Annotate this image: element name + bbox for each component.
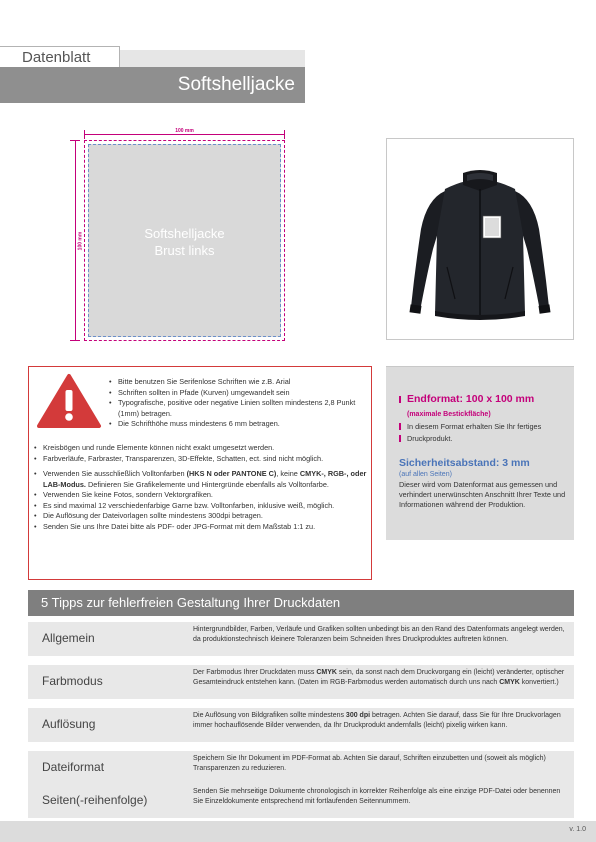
text-fragment-bold: CMYK — [499, 678, 520, 686]
width-dimension — [84, 130, 285, 138]
text-fragment-bold: (HKS N oder PANTONE C) — [186, 469, 277, 478]
jacket-illustration — [387, 139, 573, 339]
tip-row-dateiformat — [28, 751, 574, 785]
tip-label: Farbmodus — [42, 674, 103, 688]
endformat-sub-line — [399, 407, 569, 420]
warning-box — [28, 366, 372, 580]
list-item: • Die Auflösung der Dateivorlagen sollte mindestens 300dpi betragen. — [34, 511, 368, 522]
format-info-box — [386, 366, 574, 540]
safety-subtitle: (auf allen Seiten) — [399, 471, 452, 478]
endformat-text: In diesem Format erhalten Sie Ihr fertiges — [407, 422, 542, 431]
production-rules — [34, 443, 368, 537]
text-fragment: Der Farbmodus Ihrer Druckdaten muss — [193, 669, 317, 676]
endformat-text-line — [399, 432, 569, 444]
tip-text: Hintergrundbilder, Farben, Verläufe und Grafiken sollten unbedingt bis an den Rand des Datenformats angelegt werden, da produktionstechnisch kleinere Toleranzen beim Schneiden Ihres Druckproduktes auftreten können. — [193, 626, 565, 643]
font-rules-list — [109, 377, 359, 430]
tip-text — [193, 711, 568, 730]
height-label: 100 mm — [77, 231, 84, 250]
list-item: • Schriften sollten in Pfade (Kurven) umgewandelt sein — [109, 388, 359, 399]
text-fragment-bold: 300 dpi — [345, 712, 371, 719]
text-fragment: sein, da sonst nach dem Druckvorgang ein (leicht) veränderter, optischer Gesamteindruck entstehen kann. (Daten im RGB-Farbmodus werden automatisch durch uns nach — [193, 669, 565, 686]
list-item: • Es sind maximal 12 verschiedenfarbige Garne bzw. Volltonfarben, inklusive weiß, möglich. — [34, 501, 368, 512]
text-fragment: , keine — [276, 469, 300, 478]
header-bar — [0, 67, 305, 103]
list-item: • Die Schrifthöhe muss mindestens 6 mm betragen. — [109, 419, 359, 430]
template-area — [70, 130, 295, 345]
height-dimension — [70, 140, 84, 341]
shape-rules-list — [34, 443, 368, 464]
box-caption-line1: Softshelljacke — [144, 226, 225, 241]
tip-label: Auflösung — [42, 717, 96, 731]
tip-label: Dateiformat — [42, 760, 105, 774]
width-label: 100 mm — [172, 128, 197, 134]
list-item: • Typografische, positive oder negative Linien sollten mindestens 2,8 Punkt (1mm) betragen. — [109, 398, 359, 419]
tips-heading: 5 Tipps zur fehlerfreien Gestaltung Ihrer Druckdaten — [41, 595, 341, 610]
safety-details — [399, 470, 569, 510]
footer-bar — [0, 821, 596, 842]
endformat-title — [399, 393, 534, 405]
datenblatt-label: Datenblatt — [22, 49, 91, 66]
list-item: • Kreisbögen und runde Elemente können nicht exakt umgesetzt werden. — [34, 443, 368, 454]
tip-row-aufloesung — [28, 708, 574, 742]
list-item: • Senden Sie uns Ihre Datei bitte als PDF- oder JPG-Format mit dem Maßstab 1:1 zu. — [34, 522, 368, 533]
tip-label: Seiten(-reihenfolge) — [42, 793, 148, 807]
datenblatt-tab — [0, 46, 120, 68]
text-fragment: konvertiert.) — [519, 678, 559, 686]
text-fragment: Verwenden Sie ausschließlich Volltonfarben — [43, 469, 187, 478]
format-box — [84, 140, 285, 341]
tip-text: Senden Sie mehrseitige Dokumente chronologisch in korrekter Reihenfolge als eine einzige PDF-Datei oder benennen Sie Einzeldokumente entsprechend mit fortlaufenden Seitennummern. — [193, 788, 561, 805]
safety-title: Sicherheitsabstand: 3 mm — [399, 457, 530, 469]
text-fragment: Die Auflösung von Bildgrafiken sollte mindestens — [193, 712, 346, 719]
tip-row-farbmodus — [28, 665, 574, 699]
tips-heading-bar — [28, 590, 574, 616]
list-item: • Bitte benutzen Sie Serifenlose Schriften wie z.B. Arial — [109, 377, 359, 388]
tip-row-seitenreihenfolge — [28, 784, 574, 818]
warning-icon — [36, 373, 102, 434]
text-fragment: Definieren Sie Grafikelemente und Hintergründe ebenfalls als Volltonfarbe. — [85, 479, 329, 489]
color-rules-list — [34, 469, 368, 532]
box-caption-line2: Brust links — [154, 243, 215, 258]
text-fragment: betragen. Achten Sie darauf, dass Sie für Ihre Druckvorlagen immer hochauflösende Bilder verwenden, da Ihr Druckprodukt andernfalls (leicht) pixelig wirken kann. — [193, 712, 561, 729]
endformat-details — [399, 407, 569, 444]
text-fragment-bold: CMYK-, RGB-, oder LAB-Modus. — [43, 469, 367, 489]
list-item: • Farbverläufe, Farbraster, Transparenzen, 3D-Effekte, Schatten, ect. sind nicht möglich. — [34, 454, 368, 465]
endformat-title-text: Endformat: 100 x 100 mm — [407, 393, 535, 405]
tip-text: Speichern Sie Ihr Dokument im PDF-Format ab. Achten Sie darauf, Schriften einzubetten und (soweit als möglich) Transparenzen zu reduzieren. — [193, 755, 546, 772]
page-title: Softshelljacke — [177, 74, 295, 95]
endformat-subtitle: (maximale Bestickfläche) — [407, 411, 491, 418]
tip-label: Allgemein — [42, 631, 95, 645]
tip-text — [193, 668, 568, 687]
endformat-text: Druckprodukt. — [407, 434, 453, 443]
version-label: v. 1.0 — [569, 826, 586, 833]
text-fragment-bold: CMYK — [316, 669, 337, 676]
endformat-text-line — [399, 420, 569, 432]
jacket-image — [386, 138, 574, 340]
safe-area-box — [88, 144, 281, 337]
safety-text: Dieser wird vom Datenformat aus gemessen und verhindert unerwünschten Anschnitt Ihrer Texte und Informationen während der Produktion. — [399, 480, 566, 509]
list-item — [34, 469, 368, 490]
tip-row-allgemein — [28, 622, 574, 656]
list-item: • Verwenden Sie keine Fotos, sondern Vektorgrafiken. — [34, 490, 368, 501]
box-caption — [89, 225, 280, 259]
